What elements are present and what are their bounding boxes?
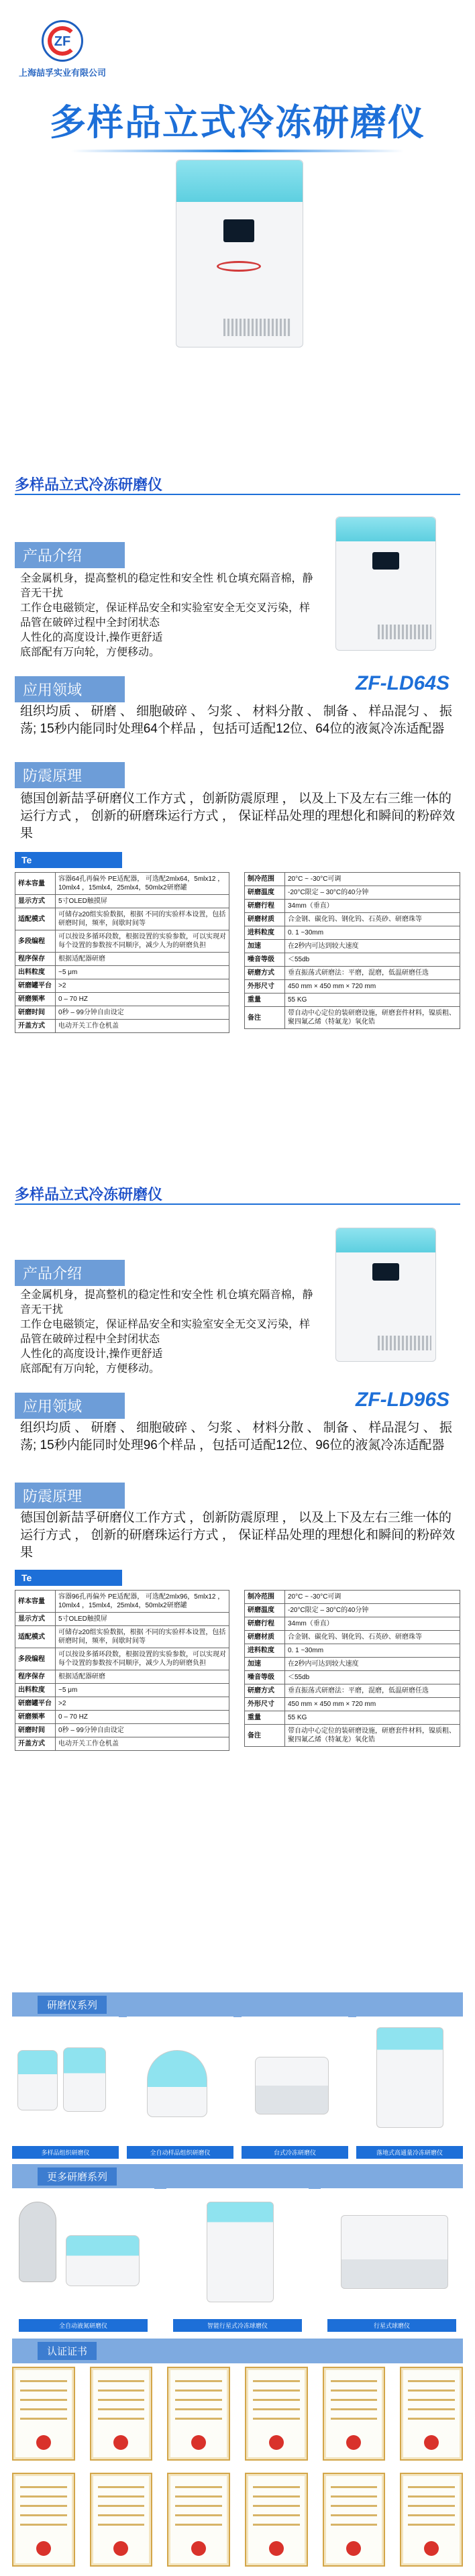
spec-value: ~5 μm	[56, 1684, 229, 1697]
hero-title: 多样品立式冷冻研磨仪	[0, 94, 475, 152]
spec-key: 研磨时间	[15, 1006, 56, 1020]
spec-row	[15, 873, 229, 895]
spec-value: 5寸OLED触摸屏	[56, 895, 229, 908]
model-name: ZF-LD96S	[356, 1389, 450, 1411]
spec-row	[245, 953, 460, 967]
product-label: 落地式高通量冷冻研磨仪	[356, 2146, 463, 2159]
certificate-image[interactable]	[12, 2473, 75, 2567]
intro-label: 产品介绍	[15, 542, 125, 568]
spec-row	[245, 967, 460, 980]
product-card[interactable]	[12, 2188, 154, 2334]
spec-key: 程序保存	[15, 1670, 56, 1684]
spec-row	[15, 895, 229, 908]
spec-row	[15, 1670, 229, 1684]
spec-key: 研磨罐平台	[15, 1697, 56, 1711]
certificate-image[interactable]	[323, 2367, 386, 2461]
spec-value: 可储存≥20组实验数据，根据 不同的实验样本设置，包括研磨时间，频率，间歇时间等	[56, 908, 229, 930]
spec-key: 加速	[245, 1658, 285, 1671]
certificate-image[interactable]	[245, 2473, 308, 2567]
intro-label: 产品介绍	[15, 1260, 125, 1286]
spec-key: 研磨温度	[245, 886, 285, 900]
spec-value: 55 KG	[285, 994, 460, 1007]
section1-title: 多样品立式冷冻研磨仪	[15, 476, 163, 493]
spec-value: 450 mm × 450 mm × 720 mm	[285, 980, 460, 994]
certificate-image[interactable]	[90, 2473, 153, 2567]
certificate-image[interactable]	[400, 2473, 463, 2567]
spec-row	[15, 1697, 229, 1711]
spec-value: 可储存≥20组实验数据，根据 不同的实验样本设置，包括研磨时间，频率，间歇时间等	[56, 1626, 229, 1648]
spec-value: 0秒 – 99分钟自由设定	[56, 1006, 229, 1020]
field-label: 应用领域	[15, 676, 125, 702]
principle-text: 德国创新喆孚研磨仪工作方式 ，创新防震原理 ， 以及上下及左右三维一体的运行方式 ， 创新的研磨珠运行方式 ， 保证样品处理的理想化和瞬间的粉碎效果	[20, 792, 456, 841]
certificate-image[interactable]	[167, 2367, 230, 2461]
spec-row	[245, 886, 460, 900]
seal-icon	[424, 2541, 439, 2556]
spec-value: ＜55db	[285, 953, 460, 967]
product-card[interactable]	[166, 2188, 309, 2334]
more-bar	[12, 2164, 463, 2189]
spec-value: 带自动中心定位的装研磨设施，研磨套件材料，镍质粗、聚四氟乙烯（特氟龙）氧化锆	[285, 1725, 460, 1747]
spec-row	[15, 1020, 229, 1033]
certificate-image[interactable]	[90, 2367, 153, 2461]
cert-grid	[12, 2367, 463, 2568]
spec-value: 0. 1 ~30mm	[285, 1644, 460, 1658]
seal-icon	[191, 2435, 206, 2450]
field-text: 组织均质 、 研磨 、 细胞破碎 、 匀浆 、 材料分散 、 制备 、 样品混匀 、 振荡; 15秒内能同时处理64个样品 ，包括可适配12位、64位的液氮冷冻适配器	[20, 704, 452, 736]
spec-key: 研磨材质	[245, 913, 285, 926]
principle-label: 防震原理	[15, 1483, 125, 1509]
spec-row	[15, 1591, 229, 1613]
spec-value: ＜55db	[285, 1671, 460, 1684]
more-products	[12, 2188, 463, 2334]
spec-value: 55 KG	[285, 1711, 460, 1725]
product-label: 台式冷冻研磨仪	[242, 2146, 348, 2159]
spec-row	[15, 1626, 229, 1648]
spec-row	[245, 1698, 460, 1711]
certificate-image[interactable]	[323, 2473, 386, 2567]
spec-key: 研磨罐平台	[15, 979, 56, 993]
intro-text: 全金属机身，提高整机的稳定性和安全性 机仓填充隔音棉，静音无干扰 工作仓电磁锁定，保证样品安全和实验室安全无交叉污染，样品管在破碎过程中全封闭状态 人性化的高度设计,操作更舒适 底部配有万向轮，方便移动。	[20, 1289, 313, 1375]
spec-table-right	[244, 1590, 460, 1747]
certificate-image[interactable]	[12, 2367, 75, 2461]
spec-value: 根据适配器研磨	[56, 953, 229, 966]
seal-icon	[191, 2541, 206, 2556]
spec-value: 0 – 70 HZ	[56, 1711, 229, 1724]
cert-title: 认证证书	[38, 2342, 97, 2360]
spec-row	[245, 1617, 460, 1631]
spec-value: 电动开关工作仓机盖	[56, 1020, 229, 1033]
certificate-image[interactable]	[400, 2367, 463, 2461]
spec-key: 样本容量	[15, 1591, 56, 1613]
spec-key: 多段编程	[15, 1648, 56, 1670]
spec-value: 带自动中心定位的装研磨设施，研磨套件材料，镍质粗、聚四氟乙烯（特氟龙）氧化锆	[285, 1007, 460, 1029]
spec-key: 制冷范围	[245, 873, 285, 886]
spec-row	[245, 1671, 460, 1684]
spec-row	[15, 1711, 229, 1724]
spec-key: 制冷范围	[245, 1591, 285, 1604]
spec-row	[15, 908, 229, 930]
spec-row	[15, 966, 229, 979]
model-name: ZF-LD64S	[356, 672, 450, 694]
spec-row	[15, 1737, 229, 1751]
section2-title: 多样品立式冷冻研磨仪	[15, 1186, 163, 1203]
spec-value: 垂直振荡式研磨法：平磨，混磨，低温研磨任选	[285, 967, 460, 980]
spec-key: 进料粒度	[245, 1644, 285, 1658]
spec-key: 适配模式	[15, 908, 56, 930]
spec-row	[245, 1591, 460, 1604]
spec-key: 研磨时间	[15, 1724, 56, 1737]
spec-value: 合金钢、碳化钨、钢化钨、石英砂、研磨珠等	[285, 1631, 460, 1644]
spec-key: 研磨行程	[245, 900, 285, 913]
spec-value: >2	[56, 979, 229, 993]
spec-key: 进料粒度	[245, 926, 285, 940]
principle-label: 防震原理	[15, 762, 125, 788]
seal-icon	[346, 2541, 361, 2556]
seal-icon	[113, 2541, 128, 2556]
spec-key: 样本容量	[15, 873, 56, 895]
spec-key: 多段编程	[15, 930, 56, 953]
spec-row	[245, 900, 460, 913]
spec-value: 电动开关工作仓机盖	[56, 1737, 229, 1751]
seal-icon	[36, 2541, 51, 2556]
spec-value: 容器64孔再偏外 PE适配器， 可选配2mlx64，5mlx12 ，10mlx4 ，15mlx4，25mlx4，50mlx2研磨罐	[56, 873, 229, 895]
spec-value: 在2秒内可达到较大速度	[285, 940, 460, 953]
spec-key: 开盖方式	[15, 1020, 56, 1033]
spec-key: 噪音等级	[245, 953, 285, 967]
spec-table-left	[15, 872, 229, 1033]
product-label: 全自动液氮研磨仪	[19, 2319, 148, 2332]
product-label: 全自动样品组织研磨仪	[127, 2146, 233, 2159]
spec-row	[15, 1648, 229, 1670]
spec-row	[245, 1644, 460, 1658]
spec-key: 外形尺寸	[245, 1698, 285, 1711]
section1-product-image	[335, 517, 436, 651]
spec-value: 20°C ~ -30°C可调	[285, 873, 460, 886]
spec-value: 在2秒内可达到较大速度	[285, 1658, 460, 1671]
spec-key: 研磨频率	[15, 1711, 56, 1724]
spec-value: 垂直振荡式研磨法：平磨，混磨，低温研磨任选	[285, 1684, 460, 1698]
spec-key: 开盖方式	[15, 1737, 56, 1751]
spec-row	[245, 873, 460, 886]
spec-key: 研磨方式	[245, 1684, 285, 1698]
spec-value: 34mm（垂直）	[285, 900, 460, 913]
spec-key: 出料粒度	[15, 1684, 56, 1697]
spec-row	[245, 1604, 460, 1617]
more-title: 更多研磨系列	[38, 2167, 117, 2186]
divider	[15, 494, 460, 495]
product-card[interactable]	[242, 2017, 348, 2159]
spec-row	[245, 913, 460, 926]
spec-header: Te	[15, 1570, 122, 1586]
cert-bar	[12, 2339, 463, 2363]
spec-row	[15, 930, 229, 953]
spec-key: 显示方式	[15, 895, 56, 908]
spec-key: 噪音等级	[245, 1671, 285, 1684]
spec-row	[15, 953, 229, 966]
spec-key: 重量	[245, 1711, 285, 1725]
field-text: 组织均质 、 研磨 、 细胞破碎 、 匀浆 、 材料分散 、 制备 、 样品混匀 、 振荡; 15秒内能同时处理96个样品 ，包括可适配12位、96位的液氮冷冻适配器	[20, 1421, 452, 1452]
spec-value: 0. 1 ~30mm	[285, 926, 460, 940]
spec-row	[245, 1684, 460, 1698]
spec-row	[15, 1613, 229, 1626]
seal-icon	[113, 2435, 128, 2450]
logo-icon: ZF	[42, 20, 83, 62]
spec-key: 外形尺寸	[245, 980, 285, 994]
intro-text: 全金属机身，提高整机的稳定性和安全性 机仓填充隔音棉，静音无干扰 工作仓电磁锁定，保证样品安全和实验室安全无交叉污染，样品管在破碎过程中全封闭状态 人性化的高度设计,操作更舒适 底部配有万向轮，方便移动。	[20, 573, 313, 658]
spec-row	[245, 1711, 460, 1725]
product-card[interactable]	[127, 2017, 233, 2159]
spec-key: 重量	[245, 994, 285, 1007]
section2-product-image	[335, 1228, 436, 1362]
seal-icon	[36, 2435, 51, 2450]
spec-row	[15, 993, 229, 1006]
spec-key: 出料粒度	[15, 966, 56, 979]
seal-icon	[269, 2435, 284, 2450]
spec-value: -20°C限定 – 30°C的40分钟	[285, 1604, 460, 1617]
product-label: 多样品组织研磨仪	[12, 2146, 119, 2159]
spec-key: 研磨方式	[245, 967, 285, 980]
spec-value: 可以按设多循环段数，根据设置的实验参数，可以实现对每个设置的参数按不同顺序，减少人为的研磨负担	[56, 930, 229, 953]
product-card[interactable]	[356, 2017, 463, 2159]
divider	[15, 1203, 460, 1205]
series-products	[12, 2017, 463, 2159]
spec-header: Te	[15, 852, 122, 868]
company-name: 上海喆孚实业有限公司	[18, 68, 106, 78]
spec-key: 备注	[245, 1725, 285, 1747]
product-card[interactable]	[321, 2188, 463, 2334]
spec-key: 显示方式	[15, 1613, 56, 1626]
spec-row	[15, 1684, 229, 1697]
spec-key: 程序保存	[15, 953, 56, 966]
product-label: 智能行星式冷冻球磨仪	[173, 2319, 302, 2332]
spec-value: 5寸OLED触摸屏	[56, 1613, 229, 1626]
spec-value: 0 – 70 HZ	[56, 993, 229, 1006]
certificate-image[interactable]	[167, 2473, 230, 2567]
spec-table-right	[244, 872, 460, 1029]
spec-value: 根据适配器研磨	[56, 1670, 229, 1684]
seal-icon	[346, 2435, 361, 2450]
spec-value: 可以按设多循环段数，根据设置的实验参数，可以实现对每个设置的参数按不同顺序，减少人为的研磨负担	[56, 1648, 229, 1670]
spec-key: 研磨材质	[245, 1631, 285, 1644]
spec-key: 研磨温度	[245, 1604, 285, 1617]
principle-text: 德国创新喆孚研磨仪工作方式 ，创新防震原理 ， 以及上下及左右三维一体的运行方式 ， 创新的研磨珠运行方式 ， 保证样品处理的理想化和瞬间的粉碎效果	[20, 1511, 456, 1560]
spec-key: 加速	[245, 940, 285, 953]
spec-value: 34mm（垂直）	[285, 1617, 460, 1631]
certificate-image[interactable]	[245, 2367, 308, 2461]
spec-key: 适配模式	[15, 1626, 56, 1648]
spec-value: 0秒 – 99分钟自由设定	[56, 1724, 229, 1737]
product-card[interactable]	[12, 2017, 119, 2159]
spec-value: >2	[56, 1697, 229, 1711]
spec-row	[245, 940, 460, 953]
spec-row	[245, 980, 460, 994]
spec-row	[245, 994, 460, 1007]
company-logo	[12, 20, 113, 80]
spec-row	[245, 1631, 460, 1644]
spec-row	[245, 1725, 460, 1747]
series-title: 研磨仪系列	[38, 1996, 107, 2014]
spec-value: 20°C ~ -30°C可调	[285, 1591, 460, 1604]
series-bar	[12, 1992, 463, 2017]
spec-row	[245, 1658, 460, 1671]
product-label: 行星式球磨仪	[327, 2319, 456, 2332]
spec-row	[15, 979, 229, 993]
spec-value: 容器96孔再偏外 PE适配器， 可选配2mlx96，5mlx12 ，10mlx4 ，15mlx4，25mlx4，50mlx2研磨罐	[56, 1591, 229, 1613]
spec-value: 450 mm × 450 mm × 720 mm	[285, 1698, 460, 1711]
spec-key: 研磨行程	[245, 1617, 285, 1631]
spec-table-left	[15, 1590, 229, 1751]
hero-product-image	[176, 160, 303, 347]
spec-key: 研磨频率	[15, 993, 56, 1006]
spec-row	[15, 1724, 229, 1737]
spec-row	[245, 1007, 460, 1029]
spec-row	[15, 1006, 229, 1020]
spec-value: ~5 μm	[56, 966, 229, 979]
spec-value: 合金钢、碳化钨、钢化钨、石英砂、研磨珠等	[285, 913, 460, 926]
field-label: 应用领域	[15, 1393, 125, 1419]
spec-value: -20°C限定 – 30°C的40分钟	[285, 886, 460, 900]
seal-icon	[269, 2541, 284, 2556]
spec-key: 备注	[245, 1007, 285, 1029]
seal-icon	[424, 2435, 439, 2450]
spec-row	[245, 926, 460, 940]
